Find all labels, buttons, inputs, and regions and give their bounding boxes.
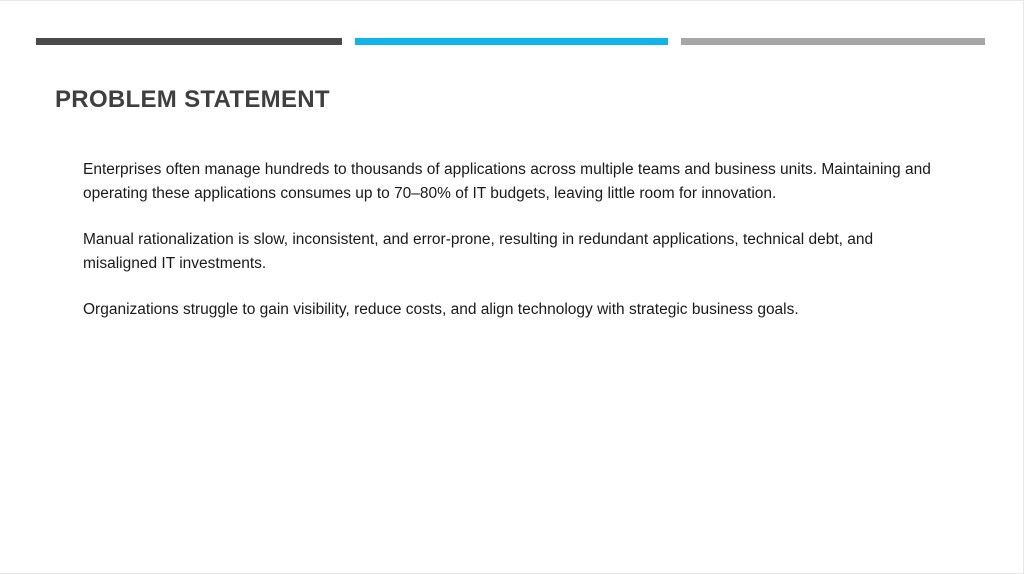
body-paragraph: Manual rationalization is slow, inconsistent, and error-prone, resulting in redundant applications, technical debt, and misaligned IT investments. — [83, 231, 874, 272]
accent-bar-cyan — [355, 38, 668, 45]
accent-bar-group — [36, 38, 985, 45]
body-content — [83, 158, 933, 322]
body-paragraph: Enterprises often manage hundreds to thousands of applications across multiple teams and business units. Maintaining and operating these applications consumes up to 70–80% of IT budgets, leaving little room for innovation. — [83, 161, 931, 202]
accent-bar-dark — [36, 38, 342, 45]
page-title: PROBLEM STATEMENT — [55, 86, 330, 113]
accent-bar-gray — [681, 38, 985, 45]
body-paragraph: Organizations struggle to gain visibility, reduce costs, and align technology with strategic business goals. — [83, 301, 799, 318]
slide-border-top — [0, 0, 1024, 1]
